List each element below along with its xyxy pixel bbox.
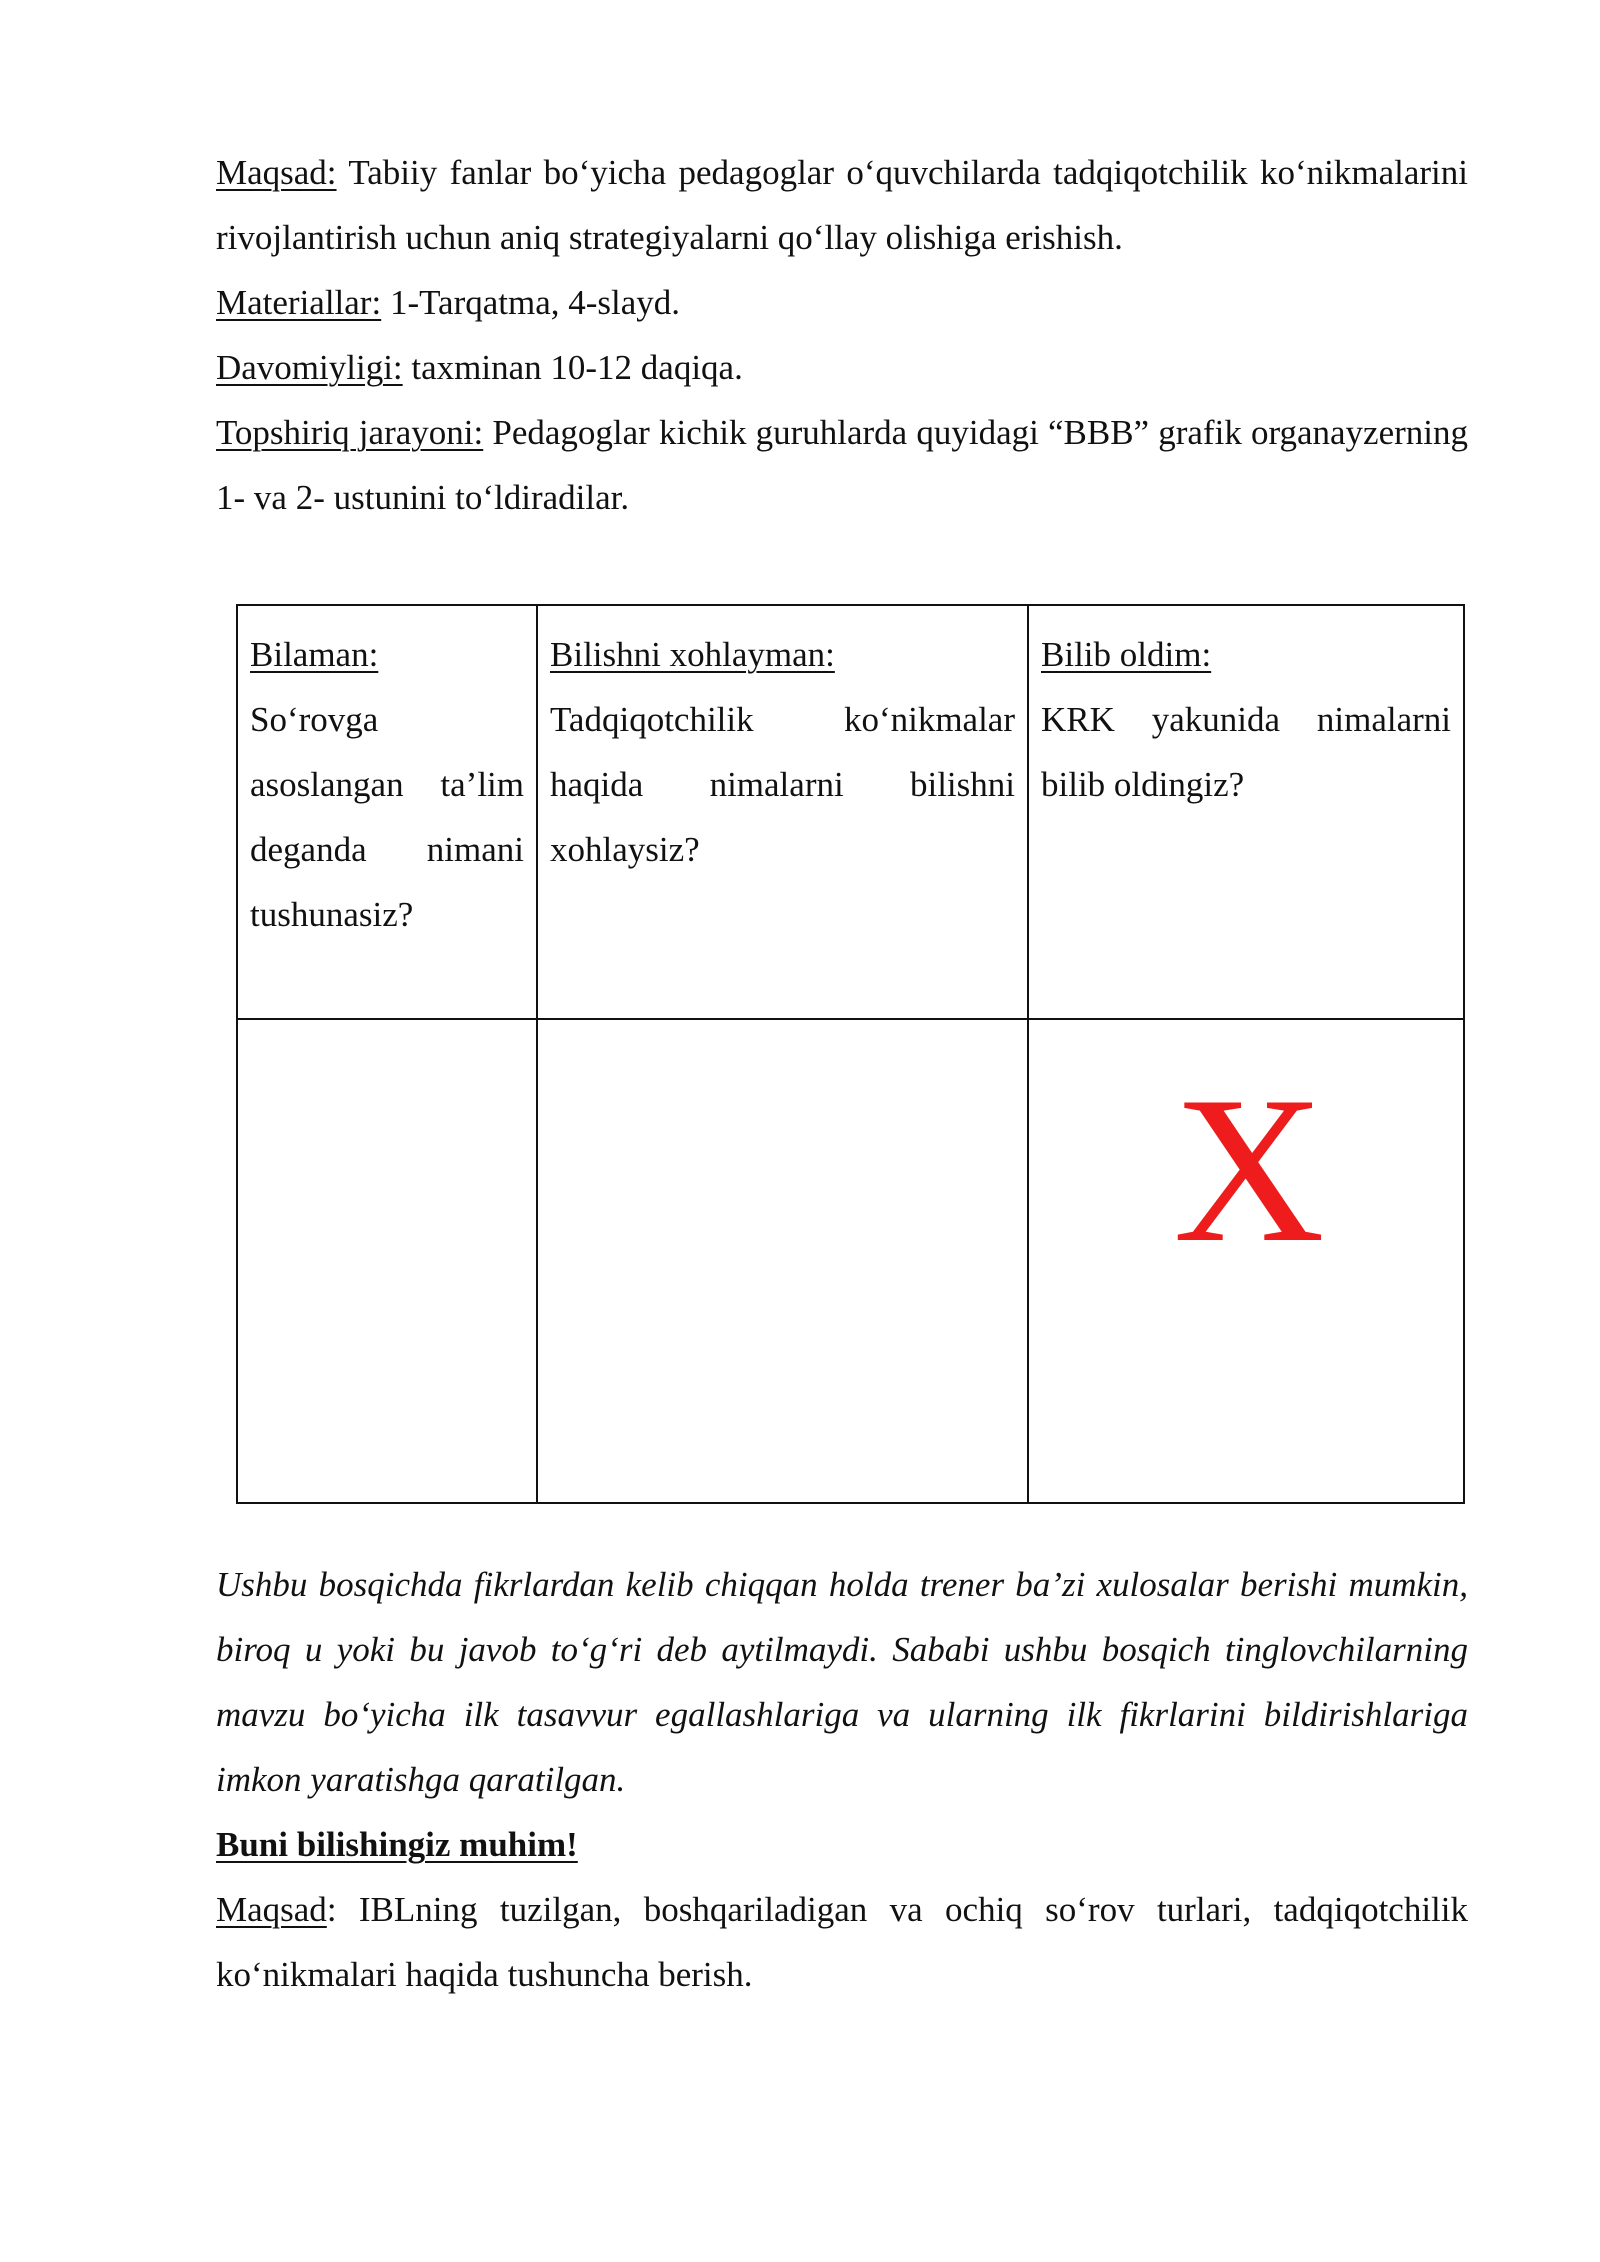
answer-cell-know [237,1019,537,1503]
intro-section [216,140,1468,530]
task-text: Pedagoglar kichik guruhlarda quyidagi “BBB” grafik organayzerning 1- va 2- ustunini to‘ldiradilar. [216,413,1469,517]
materials-paragraph [216,270,1468,335]
column-question-know: So‘rovga asoslangan ta’lim deganda nimani tushunasiz? [250,700,524,934]
answer-cell-learned [1028,1019,1464,1503]
important-goal-text: : IBLning tuzilgan, boshqariladigan va ochiq so‘rov turlari, tadqiqotchilik ko‘nikmalari haqida tushuncha berish. [216,1890,1468,1994]
important-goal-paragraph [216,1877,1468,2007]
duration-text: taxminan 10-12 daqiqa. [402,348,743,387]
trainer-note: Ushbu bosqichda fikrlardan kelib chiqqan holda trener ba’zi xulosalar berishi mumkin, biroq u yoki bu javob to‘g‘ri deb aytilmaydi. Sababi ushbu bosqich tinglovchilarning mavzu bo‘yicha ilk tasavvur egallashlariga va ularning ilk fikrlarini bildirishlariga imkon yaratishga qaratilgan. [216,1565,1468,1799]
goal-text: Tabiiy fanlar bo‘yicha pedagoglar o‘quvchilarda tadqiqotchilik ko‘nikmalarini rivojlantirish uchun aniq strategiyalarni qo‘llay olishiga erishish. [216,153,1468,257]
red-cross-mark [1169,1090,1329,1250]
table-answer-row [237,1019,1464,1503]
column-heading-know: Bilaman: [250,635,379,674]
column-learned [1028,605,1464,1019]
column-heading-learned: Bilib oldim: [1041,635,1212,674]
goal-label: Maqsad: [216,153,337,192]
column-question-want-to-know: Tadqiqotchilik ko‘nikmalar haqida nimalarni bilishni xohlaysiz? [550,700,1015,869]
important-heading: Buni bilishingiz muhim! [216,1825,578,1864]
bbb-organizer-table [236,604,1465,1504]
materials-label: Materiallar: [216,283,382,322]
goal-paragraph [216,140,1468,270]
duration-label: Davomiyligi: [216,348,403,387]
task-paragraph [216,400,1468,530]
important-section [216,1812,1468,2007]
answer-cell-want-to-know [537,1019,1028,1503]
materials-text: 1-Tarqatma, 4-slayd. [381,283,681,322]
column-question-learned: KRK yakunida nimalarni bilib oldingiz? [1041,700,1451,804]
column-know [237,605,537,1019]
svg-text:X: X [1173,1090,1325,1250]
column-want-to-know [537,605,1028,1019]
duration-paragraph [216,335,1468,400]
important-heading-line [216,1812,1468,1877]
task-label: Topshiriq jarayoni: [216,413,484,452]
table-header-row [237,605,1464,1019]
column-heading-want-to-know: Bilishni xohlayman: [550,635,835,674]
important-goal-label: Maqsad [216,1890,327,1929]
